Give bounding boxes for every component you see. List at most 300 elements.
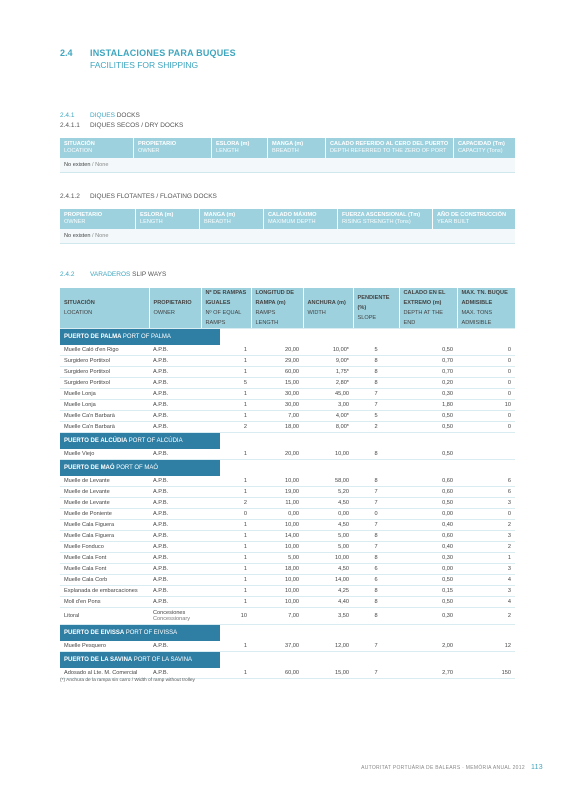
table-cell: 15,00	[251, 378, 303, 389]
table-cell: 1	[201, 487, 251, 498]
dry-docks-none: No existen / None	[60, 158, 515, 173]
port-row	[60, 460, 515, 477]
section-title	[60, 48, 236, 71]
table-cell: 1	[201, 668, 251, 679]
table-cell: 2	[457, 520, 515, 531]
table-cell: 1	[201, 641, 251, 652]
port-name: PUERTO DE MAÓ	[64, 465, 117, 471]
table-row	[60, 509, 515, 520]
table-cell: 0,50	[399, 575, 457, 586]
header-subtitle: LOCATION	[64, 310, 93, 316]
table-cell: Litoral	[60, 608, 149, 625]
table-cell: Muelle Cala Font	[60, 553, 149, 564]
table-cell: Muelle de Levante	[60, 476, 149, 487]
table-cell: 0,15	[399, 586, 457, 597]
port-name-en: PORT OF ALCÚDIA	[128, 438, 183, 444]
table-cell: 4,00*	[303, 411, 353, 422]
slipways-number: 2.4.2	[60, 271, 75, 278]
table-cell: 0	[457, 422, 515, 433]
table-cell: A.P.B.	[149, 449, 201, 460]
table-cell: 1	[201, 400, 251, 411]
port-name: PUERTO DE PALMA	[64, 334, 123, 340]
table-cell: 0,50	[399, 449, 457, 460]
table-cell: A.P.B.	[149, 378, 201, 389]
table-cell: 2	[457, 542, 515, 553]
port-row	[60, 433, 515, 450]
table-cell: A.P.B.	[149, 367, 201, 378]
table-cell: Adosado al Lte. M. Comercial	[60, 668, 149, 679]
slipways-label-en: SLIP WAYS	[132, 271, 167, 278]
table-cell: 1,75*	[303, 367, 353, 378]
table-cell: 18,00	[251, 564, 303, 575]
header-cell: AÑO DE CONSTRUCCIÓN YEAR BUILT	[437, 212, 506, 225]
table-cell: Muelle de Poniente	[60, 509, 149, 520]
table-row	[60, 422, 515, 433]
table-cell: 0,50	[399, 345, 457, 356]
table-cell: Muelle de Levante	[60, 487, 149, 498]
table-cell: 30,00	[251, 389, 303, 400]
table-row	[60, 356, 515, 367]
table-cell: 10	[201, 608, 251, 625]
header-cell: CALADO MÁXIMO MAXIMUM DEPTH	[264, 209, 338, 229]
slipways-heading	[60, 270, 166, 279]
table-cell: 0,30	[399, 389, 457, 400]
table-cell: 2	[457, 608, 515, 625]
table-row	[60, 487, 515, 498]
table-cell: A.P.B.	[149, 641, 201, 652]
table-row	[60, 520, 515, 531]
table-cell: 2,00	[399, 641, 457, 652]
table-cell: 14,00	[251, 531, 303, 542]
table-cell: 1	[457, 553, 515, 564]
table-cell: 0,00	[399, 564, 457, 575]
table-cell: 0,50	[399, 597, 457, 608]
table-cell: A.P.B.	[149, 520, 201, 531]
table-cell: 7	[353, 498, 399, 509]
header-cell	[201, 288, 251, 329]
header-subtitle: WIDTH	[307, 310, 326, 316]
header-subtitle: OWNER	[153, 310, 175, 316]
table-cell: 0,70	[399, 367, 457, 378]
table-cell: 0,30	[399, 608, 457, 625]
table-cell: Moll d'en Pons	[60, 597, 149, 608]
header-cell: FUERZA ASCENSIONAL (Tm) RISING STRENGTH (Tons)	[338, 209, 433, 229]
table-cell: 58,00	[303, 476, 353, 487]
table-cell: Muelle Cala Figuera	[60, 531, 149, 542]
table-cell: 0,00	[251, 509, 303, 520]
table-cell: A.P.B.	[149, 345, 201, 356]
table-cell: 5,00	[251, 553, 303, 564]
docks-label-en: DOCKS	[116, 112, 140, 119]
table-cell: 7	[353, 389, 399, 400]
table-cell: 3	[457, 531, 515, 542]
page-footer	[361, 764, 543, 771]
table-cell: 10,00	[251, 476, 303, 487]
section-number: 2.4	[60, 48, 73, 58]
header-cell: SITUACIÓN LOCATION	[60, 138, 134, 158]
table-cell: 10,00	[251, 597, 303, 608]
port-name-en: PORT OF EIVISSA	[125, 630, 178, 636]
footnote-es: (*) Anchura de la rampa sin carro	[60, 678, 131, 683]
header-subtitle: RAMPS LENGTH	[255, 310, 279, 326]
table-cell: 10	[457, 400, 515, 411]
table-cell: 2	[201, 498, 251, 509]
table-cell: Surgidero Portitxol	[60, 356, 149, 367]
docks-label-es: DIQUES	[90, 112, 115, 119]
table-cell: Muelle de Levante	[60, 498, 149, 509]
table-cell: 8	[353, 597, 399, 608]
table-cell: Muelle Ca'n Barbarà	[60, 411, 149, 422]
table-cell: 1	[201, 531, 251, 542]
table-cell: 1,80	[399, 400, 457, 411]
header-cell	[399, 288, 457, 329]
table-cell: 3	[457, 586, 515, 597]
table-cell: A.P.B.	[149, 487, 201, 498]
footnote-en: / Width of ramp without trolley	[130, 678, 195, 683]
table-cell: 0,60	[399, 476, 457, 487]
table-cell: Explanada de embarcaciones	[60, 586, 149, 597]
table-cell: 8	[353, 553, 399, 564]
table-cell: 45,00	[303, 389, 353, 400]
table-cell: 7	[353, 487, 399, 498]
table-cell: 5,20	[303, 487, 353, 498]
dry-docks-number: 2.4.1.1	[60, 122, 80, 129]
table-cell: A.P.B.	[149, 542, 201, 553]
table-cell: Muelle Cala Font	[60, 564, 149, 575]
table-cell: 2,80*	[303, 378, 353, 389]
dry-docks-label: DIQUES SECOS / DRY DOCKS	[90, 122, 184, 129]
table-cell: 1	[201, 586, 251, 597]
table-cell: A.P.B.	[149, 498, 201, 509]
table-cell: 4	[457, 597, 515, 608]
header-title: ANCHURA (m)	[307, 300, 346, 306]
table-cell: 8	[353, 356, 399, 367]
table-cell: A.P.B.	[149, 553, 201, 564]
header-cell	[60, 288, 149, 329]
table-cell: 0	[457, 378, 515, 389]
table-cell	[457, 449, 515, 460]
table-cell: 0,60	[399, 531, 457, 542]
header-subtitle: MAX. TONS ADMISIBLE	[461, 310, 493, 326]
table-cell: 1	[201, 542, 251, 553]
table-cell: 6	[353, 564, 399, 575]
port-label	[60, 625, 220, 641]
port-row	[60, 625, 515, 642]
table-cell: 11,00	[251, 498, 303, 509]
table-cell: 0,00	[303, 509, 353, 520]
table-cell: 1	[201, 345, 251, 356]
slipways-label-es: VARADEROS	[90, 271, 131, 278]
table-cell: 0,00	[399, 509, 457, 520]
header-subtitle: DEPTH AT THE END	[403, 310, 443, 326]
docks-number: 2.4.1	[60, 112, 75, 119]
header-title: Nº DE RAMPAS IGUALES	[205, 290, 247, 306]
table-cell: Muelle Ca'n Barbarà	[60, 422, 149, 433]
floating-docks-table	[60, 209, 515, 244]
table-cell: 4,50	[303, 498, 353, 509]
table-row	[60, 367, 515, 378]
table-cell: 1	[201, 411, 251, 422]
table-cell: 0	[457, 509, 515, 520]
table-cell: 0	[457, 389, 515, 400]
table-cell: 12	[457, 641, 515, 652]
table-cell: 0,60	[399, 487, 457, 498]
table-cell: A.P.B.	[149, 476, 201, 487]
floating-docks-none: No existen / None	[60, 229, 515, 244]
table-row	[60, 575, 515, 586]
port-name: PUERTO DE ALCÚDIA	[64, 438, 129, 444]
table-cell: Concesiones Concessionary	[149, 608, 201, 625]
table-cell: 6	[353, 575, 399, 586]
header-title: PENDIENTE (%)	[357, 295, 390, 311]
port-name-en: PORT OF MAÓ	[116, 465, 159, 471]
table-cell: 3	[457, 498, 515, 509]
floating-docks-header	[60, 209, 515, 229]
table-row	[60, 389, 515, 400]
table-cell: Surgidero Portitxol	[60, 367, 149, 378]
table-cell: A.P.B.	[149, 356, 201, 367]
dry-docks-header	[60, 138, 515, 158]
table-cell: 2,70	[399, 668, 457, 679]
table-cell: A.P.B.	[149, 597, 201, 608]
table-cell: 0	[457, 345, 515, 356]
header-cell	[457, 288, 515, 329]
table-cell: 10,00*	[303, 345, 353, 356]
table-cell: 1	[201, 367, 251, 378]
table-row	[60, 345, 515, 356]
header-title: PROPIETARIO	[153, 300, 192, 306]
table-cell: 0,50	[399, 422, 457, 433]
table-cell: 3	[457, 564, 515, 575]
header-cell: MANGA (m) BREADTH	[200, 209, 264, 229]
table-cell: 8	[353, 586, 399, 597]
table-cell: 10,00	[251, 542, 303, 553]
port-name: PUERTO DE EIVISSA	[64, 630, 126, 636]
table-cell: A.P.B.	[149, 422, 201, 433]
port-name: PUERTO DE LA SAVINA	[64, 657, 134, 663]
table-row	[60, 586, 515, 597]
table-cell: 4,40	[303, 597, 353, 608]
header-cell: CALADO REFERIDO AL CERO DEL PUERTO DEPTH REFERRED TO THE ZERO OF PORT	[326, 138, 454, 158]
table-cell: 1	[201, 564, 251, 575]
table-row	[60, 553, 515, 564]
header-cell: CAPACIDAD (Tm) CAPACITY (Tons)	[458, 141, 505, 154]
table-cell: 7	[353, 641, 399, 652]
table-cell: 0,50	[399, 411, 457, 422]
table-cell: 10,00	[251, 520, 303, 531]
floating-docks-number: 2.4.1.2	[60, 193, 80, 200]
table-cell: A.P.B.	[149, 564, 201, 575]
table-cell: 2	[353, 422, 399, 433]
table-cell: 1	[201, 520, 251, 531]
table-cell: Surgidero Portitxol	[60, 378, 149, 389]
table-cell: 8,00*	[303, 422, 353, 433]
table-cell: 7,00	[251, 411, 303, 422]
table-cell: 8	[353, 531, 399, 542]
header-cell: PROPIETARIO OWNER	[134, 138, 212, 158]
table-cell: 5	[201, 378, 251, 389]
table-cell: 30,00	[251, 400, 303, 411]
table-cell: 7,00	[251, 608, 303, 625]
table-cell: 0	[201, 509, 251, 520]
header-title: MAX. TN. BUQUE ADMISIBLE	[461, 290, 508, 306]
table-cell: 8	[353, 608, 399, 625]
table-row	[60, 449, 515, 460]
table-cell: 0,20	[399, 378, 457, 389]
table-cell: 7	[353, 668, 399, 679]
table-cell: Muelle Pesquero	[60, 641, 149, 652]
table-cell: 20,00	[251, 449, 303, 460]
table-cell: 7	[353, 520, 399, 531]
table-cell: 10,00	[251, 575, 303, 586]
header-cell: ESLORA (m) LENGTH	[136, 209, 200, 229]
header-cell: MANGA (m) BREADTH	[268, 138, 326, 158]
table-cell: 0	[457, 356, 515, 367]
docks-heading	[60, 111, 140, 120]
dry-docks-heading	[60, 122, 183, 129]
table-cell: 20,00	[251, 345, 303, 356]
table-cell: 0,40	[399, 542, 457, 553]
table-row	[60, 641, 515, 652]
table-cell: 3,50	[303, 608, 353, 625]
floating-docks-heading	[60, 193, 217, 200]
table-cell: 3,00	[303, 400, 353, 411]
table-cell: Muelle Viejo	[60, 449, 149, 460]
table-cell: 8	[353, 449, 399, 460]
table-cell: 1	[201, 356, 251, 367]
port-label	[60, 460, 220, 476]
table-cell: Muelle Lonja	[60, 389, 149, 400]
header-title: SITUACIÓN	[64, 300, 95, 306]
table-cell: Muelle Cala Corb	[60, 575, 149, 586]
table-cell: 4,50	[303, 564, 353, 575]
table-cell: 4,50	[303, 520, 353, 531]
table-row	[60, 564, 515, 575]
header-cell	[353, 288, 399, 329]
header-cell	[251, 288, 303, 329]
port-name-en: PORT OF PALMA	[122, 334, 171, 340]
table-cell: 4,25	[303, 586, 353, 597]
table-row	[60, 531, 515, 542]
header-cell: PROPIETARIO OWNER	[60, 209, 136, 229]
port-label	[60, 329, 220, 345]
table-cell: 0,40	[399, 520, 457, 531]
table-row	[60, 476, 515, 487]
table-cell: 6	[457, 487, 515, 498]
table-cell: 9,00*	[303, 356, 353, 367]
table-cell: 1	[201, 476, 251, 487]
table-cell: 150	[457, 668, 515, 679]
table-cell: 10,00	[303, 553, 353, 564]
table-cell: 1	[201, 575, 251, 586]
table-cell: 8	[353, 476, 399, 487]
table-cell: 5,00	[303, 542, 353, 553]
table-cell: A.P.B.	[149, 509, 201, 520]
table-cell: A.P.B.	[149, 531, 201, 542]
table-cell: 10,00	[251, 586, 303, 597]
table-cell: 12,00	[303, 641, 353, 652]
table-cell: Muelle Lonja	[60, 400, 149, 411]
table-row	[60, 378, 515, 389]
footer-text: AUTORITAT PORTUÀRIA DE BALEARS · MEMÒRIA ANUAL 2012	[361, 765, 525, 771]
port-row	[60, 329, 515, 346]
table-cell: A.P.B.	[149, 575, 201, 586]
header-title: LONGITUD DE RAMPA (m)	[255, 290, 295, 306]
slipways-header	[60, 288, 515, 329]
slipways-table	[60, 288, 515, 679]
floating-docks-label: DIQUES FLOTANTES / FLOATING DOCKS	[90, 193, 217, 200]
table-cell: 5,00	[303, 531, 353, 542]
table-cell: Muelle Fonduco	[60, 542, 149, 553]
header-cell	[303, 288, 353, 329]
table-cell: 19,00	[251, 487, 303, 498]
slipways-table-wrap	[60, 288, 515, 679]
header-cell	[149, 288, 201, 329]
table-row	[60, 411, 515, 422]
header-subtitle: Nº OF EQUAL RAMPS	[205, 310, 242, 326]
table-cell: A.P.B.	[149, 411, 201, 422]
table-cell: 8	[353, 378, 399, 389]
table-cell: 0,70	[399, 356, 457, 367]
table-row	[60, 668, 515, 679]
table-cell: 18,00	[251, 422, 303, 433]
table-cell: 14,00	[303, 575, 353, 586]
table-cell: Muelle Cala Figuera	[60, 520, 149, 531]
header-subtitle: SLOPE	[357, 315, 377, 321]
table-cell: 6	[457, 476, 515, 487]
table-cell: 29,00	[251, 356, 303, 367]
table-cell: 0	[457, 411, 515, 422]
table-cell: 0	[353, 509, 399, 520]
table-cell: A.P.B.	[149, 400, 201, 411]
header-cell: ESLORA (m) LENGTH	[212, 138, 268, 158]
table-cell: 1	[201, 449, 251, 460]
page-number: 113	[530, 764, 543, 771]
table-cell: Muelle Caló d'en Rigo	[60, 345, 149, 356]
table-cell: A.P.B.	[149, 389, 201, 400]
table-cell: 60,00	[251, 367, 303, 378]
table-cell: 37,00	[251, 641, 303, 652]
port-label	[60, 652, 220, 668]
table-row	[60, 498, 515, 509]
port-row	[60, 652, 515, 669]
table-cell: 1	[201, 389, 251, 400]
footnote	[60, 678, 195, 683]
section-title-en: FACILITIES FOR SHIPPING	[90, 60, 199, 70]
table-cell: 15,00	[303, 668, 353, 679]
table-cell: 2	[201, 422, 251, 433]
table-row	[60, 400, 515, 411]
table-row	[60, 597, 515, 608]
table-row	[60, 542, 515, 553]
table-cell: A.P.B.	[149, 668, 201, 679]
header-title: CALADO EN EL EXTREMO (m)	[403, 290, 446, 306]
table-cell: 4	[457, 575, 515, 586]
table-cell: 0,50	[399, 498, 457, 509]
dry-docks-table	[60, 138, 515, 173]
table-cell: 0	[457, 367, 515, 378]
port-name-en: PORT OF LA SAVINA	[133, 657, 193, 663]
table-cell: 1	[201, 553, 251, 564]
table-cell: 1	[201, 597, 251, 608]
section-title-es: INSTALACIONES PARA BUQUES	[90, 48, 236, 58]
table-cell: 7	[353, 400, 399, 411]
table-cell: 5	[353, 345, 399, 356]
table-row	[60, 608, 515, 625]
table-cell: A.P.B.	[149, 586, 201, 597]
table-cell: 60,00	[251, 668, 303, 679]
table-cell: 8	[353, 367, 399, 378]
